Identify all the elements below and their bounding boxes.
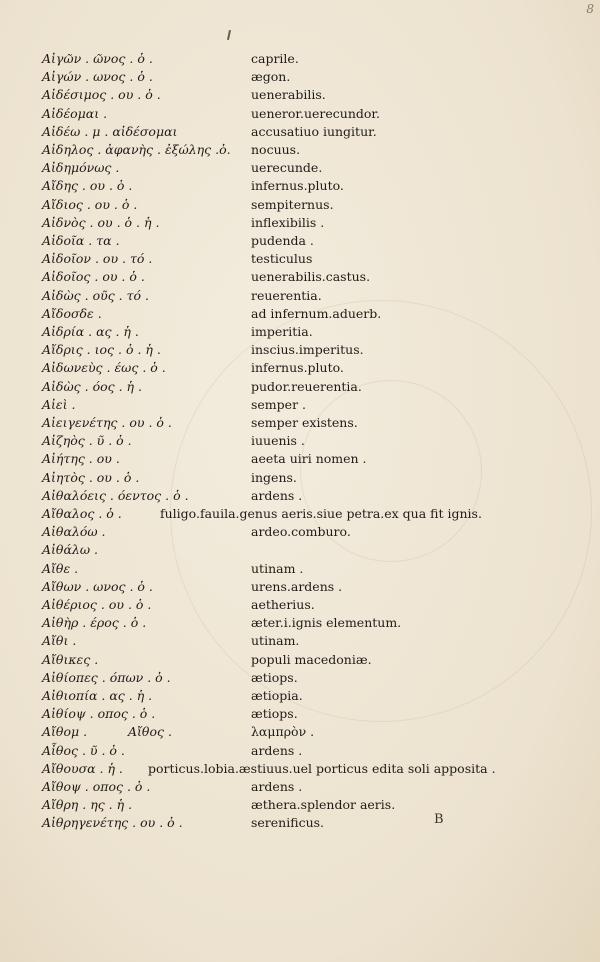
entry-row (0, 50, 600, 68)
latin-gloss: inscius.imperitus. (251, 342, 364, 358)
latin-gloss: uenerabilis.castus. (251, 269, 371, 285)
entry-row (0, 541, 600, 559)
latin-gloss: semper existens. (251, 415, 358, 430)
latin-gloss: populi macedoniæ. (251, 651, 372, 667)
latin-gloss: ardens . (251, 487, 303, 503)
entry-row (0, 396, 600, 414)
latin-gloss: testiculus (251, 251, 313, 267)
greek-headword: Αἰδὼς . όος . ἡ . (42, 378, 142, 394)
greek-headword: Αἰδὼς . οῦς . τό . (42, 287, 150, 303)
entry-row (0, 742, 600, 760)
entry-row (0, 469, 600, 487)
entry-row (0, 450, 600, 468)
latin-gloss: infernus.pluto. (251, 178, 344, 194)
greek-headword: Αἴθοψ . οπος . ὁ . (42, 779, 151, 794)
entry-row (0, 796, 600, 814)
greek-headword: Αἴδιος . ου . ὁ . (42, 196, 138, 212)
entry-row (0, 814, 600, 832)
entry-row (0, 778, 600, 796)
greek-headword: Αἰήτης . ου . (42, 451, 120, 467)
entry-row (0, 359, 600, 377)
latin-gloss: porticus.lobia.æstiuus.uel porticus edita soli apposita . (148, 760, 496, 776)
greek-headword: Αἰθίοπες . όπων . ὁ . (42, 669, 171, 685)
greek-headword: Αἰγῶν . ῶνος . ὁ . (42, 51, 153, 66)
greek-headword: Αἰθίοψ . οπος . ὁ . (42, 706, 156, 722)
entry-row (0, 760, 600, 778)
latin-gloss: uenerabilis. (251, 87, 326, 103)
entry-row (0, 141, 600, 159)
latin-gloss: aeeta uiri nomen . (251, 451, 367, 467)
entry-row (0, 687, 600, 705)
greek-headword: Αἰζηὸς . ῦ . ὁ . (42, 433, 132, 449)
greek-headword: Αἰδοῖα . τα . (42, 233, 120, 248)
entry-row (0, 341, 600, 359)
greek-headword: Αἰθρηγενέτης . ου . ὁ . (42, 815, 183, 831)
entry-row (0, 250, 600, 268)
entry-row (0, 632, 600, 650)
latin-gloss: infernus.pluto. (251, 360, 344, 376)
greek-headword: Αἰδέω . μ . αἰδέσομαι (42, 123, 178, 139)
latin-gloss: uerecunde. (251, 160, 323, 176)
greek-headword: Αἴθαλος . ὁ . (42, 506, 122, 521)
entry-row (0, 560, 600, 578)
greek-headword: Αἰδηλος . ἀφανὴς . ἐξώλης .ὁ. (42, 142, 231, 157)
latin-gloss: æter.i.ignis elementum. (251, 615, 402, 631)
latin-gloss: ardeo.comburo. (251, 524, 351, 540)
folio-number: 8 (586, 2, 594, 16)
latin-gloss: ardens . (251, 742, 303, 758)
latin-gloss: iuuenis . (251, 433, 305, 449)
greek-headword: Αἰδρία . ας . ἡ . (42, 324, 139, 339)
latin-gloss: sempiternus. (251, 196, 334, 212)
greek-headword: Αἴθων . ωνος . ὁ . (42, 578, 153, 594)
latin-gloss: ingens. (251, 469, 297, 485)
entry-row (0, 305, 600, 323)
latin-gloss: utinam . (251, 560, 304, 576)
latin-gloss: accusatiuo iungitur. (251, 123, 377, 139)
greek-headword: Αἰδέομαι . (42, 105, 108, 121)
greek-headword: Αἰγών . ωνος . ὁ . (42, 69, 153, 85)
entry-row (0, 578, 600, 596)
latin-gloss: ætiops. (251, 706, 298, 722)
latin-gloss: ardens . (251, 779, 303, 794)
entry-row (0, 432, 600, 450)
entry-row (0, 159, 600, 177)
greek-headword: Αἰειγενέτης . ου . ὁ . (42, 415, 172, 430)
latin-gloss: pudenda . (251, 233, 314, 248)
greek-headword: Αἴθικες . (42, 651, 99, 667)
latin-gloss: aetherius. (251, 597, 315, 612)
latin-gloss: pudor.reuerentia. (251, 378, 362, 394)
entry-row (0, 651, 600, 669)
entry-row (0, 705, 600, 723)
latin-gloss: ætiops. (251, 669, 298, 685)
entry-row (0, 723, 600, 741)
greek-headword: Αἰδέσιμος . ου . ὁ . (42, 87, 161, 103)
entry-row (0, 523, 600, 541)
greek-headword: Αἰδοῖον . ου . τό . (42, 251, 153, 267)
greek-headword: Αἶθος . ῦ . ὁ . (42, 742, 125, 758)
greek-headword: Αἰθαλόεις . όεντος . ὁ . (42, 487, 189, 503)
greek-headword: Αἴθουσα . ἡ . (42, 760, 123, 776)
greek-headword: Αἰθέριος . ου . ὁ . (42, 597, 152, 612)
entry-row (0, 68, 600, 86)
greek-headword: Αἴδης . ου . ὁ . (42, 178, 133, 194)
latin-gloss: ad infernum.aduerb. (251, 305, 382, 321)
latin-gloss: nocuus. (251, 142, 301, 157)
entry-row (0, 214, 600, 232)
entry-row (0, 614, 600, 632)
latin-gloss: utinam. (251, 633, 300, 649)
latin-gloss: fuligo.fauila.genus aeris.siue petra.ex qua fit ignis. (160, 506, 482, 521)
latin-gloss: λαμπρὸν . (251, 724, 315, 740)
greek-headword: Αἴθε . (42, 560, 79, 576)
greek-headword: Αἰδνὸς . ου . ὁ . ἡ . (42, 214, 160, 230)
greek-headword: Αἴθομ . (42, 724, 88, 740)
entry-row (0, 177, 600, 195)
latin-gloss: caprile. (251, 51, 299, 66)
greek-headword: Αἴδοσδε . (42, 305, 102, 321)
entry-row (0, 669, 600, 687)
catchword: B (434, 812, 444, 827)
entry-row (0, 414, 600, 432)
entry-row (0, 105, 600, 123)
latin-gloss: semper . (251, 396, 306, 412)
latin-gloss: urens.ardens . (251, 578, 343, 594)
latin-gloss: ueneror.uerecundor. (251, 105, 380, 121)
latin-gloss: inflexibilis . (251, 214, 325, 230)
greek-headword: Αἰθαλόω . (42, 524, 106, 540)
greek-headword: Αἴθι . (42, 633, 77, 649)
latin-gloss: serenificus. (251, 815, 325, 831)
entry-row (0, 505, 600, 523)
entry-row (0, 323, 600, 341)
greek-headword: Αἴδρις . ιος . ὁ . ἡ . (42, 342, 161, 358)
entry-row (0, 487, 600, 505)
greek-headword: Αἴθρη . ης . ἡ . (42, 797, 133, 813)
entry-row (0, 596, 600, 614)
latin-gloss: æthera.splendor aeris. (251, 797, 396, 813)
latin-gloss: ægon. (251, 69, 291, 85)
entry-row (0, 123, 600, 141)
latin-gloss: reuerentia. (251, 287, 322, 303)
entry-row (0, 196, 600, 214)
greek-headword: Αἰθάλω . (42, 542, 98, 558)
latin-gloss: imperitia. (251, 324, 313, 339)
greek-headword: Αἰεὶ . (42, 396, 76, 412)
greek-headword: Αἰθιοπία . ας . ἡ . (42, 688, 153, 703)
greek-headword: Αἰδωνεὺς . έως . ὁ . (42, 360, 166, 376)
entry-row (0, 268, 600, 286)
entry-row (0, 86, 600, 104)
greek-headword: Αἰθὴρ . έρος . ὁ . (42, 615, 147, 631)
greek-headword: Αἰητὸς . ου . ὁ . (42, 469, 140, 485)
entry-row (0, 378, 600, 396)
entry-row (0, 232, 600, 250)
greek-variant: Αἴθος . (128, 724, 172, 740)
entry-row (0, 287, 600, 305)
greek-headword: Αἰδημόνως . (42, 160, 120, 176)
latin-gloss: ætiopia. (251, 688, 303, 703)
greek-headword: Αἰδοῖος . ου . ὁ . (42, 269, 145, 285)
